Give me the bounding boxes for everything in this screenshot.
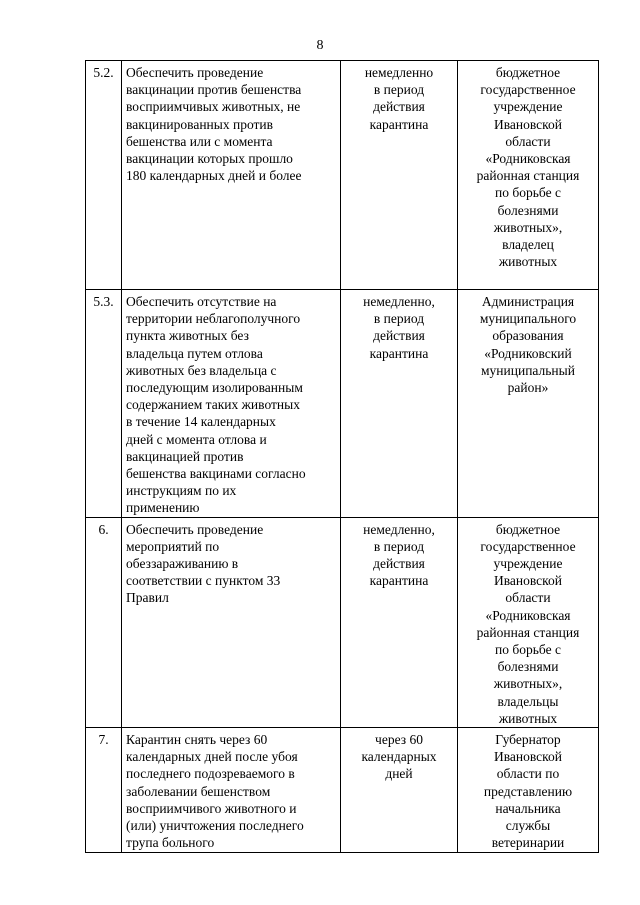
responsible-line: государственное: [480, 82, 576, 98]
table-body: [86, 61, 599, 853]
term-line: действия: [373, 99, 425, 115]
responsible-line: районная станция: [476, 624, 580, 640]
term-line: немедленно,: [363, 294, 435, 309]
responsible-line: район»: [507, 380, 549, 396]
measure-line: Обеспечить отсутствие на: [126, 294, 277, 309]
responsible-line: службы: [505, 818, 551, 834]
measure-line: вакцинации против бешенства: [126, 82, 302, 98]
responsible-line: животных: [498, 254, 558, 270]
responsible-cell: [458, 61, 599, 290]
measure-line: животных без владельца с: [126, 362, 277, 378]
measure-cell: [122, 728, 341, 852]
term-line: немедленно: [364, 65, 434, 80]
term-line: в период: [373, 538, 425, 554]
measure-line: дней с момента отлова и: [126, 431, 267, 447]
measure-cell: [122, 61, 341, 290]
term-line: календарных: [361, 749, 437, 765]
measure-line: территории неблагополучного: [126, 311, 301, 327]
responsible-line: по борьбе с: [495, 642, 561, 658]
measure-line: содержанием таких животных: [126, 397, 300, 413]
measure-line: календарных дней после убоя: [126, 749, 298, 765]
responsible-line: владелец: [502, 237, 554, 253]
responsible-line: «Родниковская: [485, 151, 571, 167]
responsible-line: области: [505, 133, 551, 149]
term-line: действия: [373, 328, 425, 344]
measure-line: обеззараживанию в: [126, 556, 239, 572]
responsible-line: учреждение: [493, 556, 563, 572]
responsible-line: области по: [496, 766, 560, 782]
responsible-line: бюджетное: [495, 65, 561, 80]
responsible-line: муниципального: [479, 311, 577, 327]
measure-line: восприимчивого животного и: [126, 800, 297, 816]
term-line: карантина: [369, 116, 429, 132]
responsible-line: представлению: [483, 783, 573, 799]
term-line: карантина: [369, 573, 429, 589]
responsible-line: учреждение: [493, 99, 563, 115]
item-number: 5.3.: [93, 294, 114, 309]
measure-line: бешенства или с момента: [126, 133, 273, 149]
measure-line: 180 календарных дней и более: [126, 168, 302, 184]
measure-line: инструкциям по их: [126, 483, 237, 499]
term-line: немедленно,: [363, 521, 435, 537]
measure-line: Обеспечить проведение: [126, 521, 264, 537]
responsible-line: муниципальный: [481, 362, 575, 378]
responsible-line: Губернатор: [495, 732, 561, 748]
measures-table: [85, 60, 599, 853]
responsible-line: животных: [498, 710, 558, 726]
term-cell: [341, 61, 458, 290]
responsible-line: государственное: [480, 538, 576, 554]
responsible-line: образования: [492, 328, 564, 344]
responsible-line: районная станция: [476, 168, 580, 184]
responsible-line: болезнями: [497, 659, 559, 675]
term-cell: [341, 290, 458, 518]
responsible-line: бюджетное: [495, 521, 561, 537]
measure-line: вакцинации которых прошло: [126, 151, 293, 167]
measure-cell: [122, 517, 341, 727]
measure-line: (или) уничтожения последнего: [126, 818, 304, 834]
responsible-line: владельцы: [497, 693, 559, 709]
measure-line: последующим изолированным: [126, 380, 303, 396]
responsible-line: Администрация: [481, 294, 575, 309]
table-row: [86, 61, 599, 290]
responsible-line: начальника: [495, 800, 561, 816]
item-number-cell: [86, 290, 122, 518]
responsible-line: Ивановской: [493, 573, 563, 589]
responsible-cell: [458, 728, 599, 852]
measure-line: Обеспечить проведение: [126, 65, 264, 80]
term-line: дней: [385, 766, 413, 782]
measure-line: Правил: [126, 590, 169, 606]
measure-line: в течение 14 календарных: [126, 414, 276, 430]
responsible-line: «Родниковская: [485, 607, 571, 623]
responsible-line: «Родниковский: [484, 345, 572, 361]
term-cell: [341, 728, 458, 852]
item-number-cell: [86, 728, 122, 852]
responsible-line: области: [505, 590, 551, 606]
measure-line: восприимчивых животных, не: [126, 99, 301, 115]
page-number: 8: [316, 38, 324, 53]
measure-line: применению: [126, 500, 200, 516]
term-line: действия: [373, 556, 425, 572]
measure-line: владельца путем отлова: [126, 345, 263, 361]
measure-line: трупа больного: [126, 835, 215, 851]
responsible-line: Ивановской: [493, 116, 563, 132]
term-line: карантина: [369, 345, 429, 361]
table-row: [86, 517, 599, 727]
term-line: в период: [373, 311, 425, 327]
responsible-line: ветеринарии: [491, 835, 565, 851]
item-number-cell: [86, 517, 122, 727]
measure-cell: [122, 290, 341, 518]
table-row: [86, 290, 599, 518]
measure-line: вакцинацией против: [126, 448, 244, 464]
measure-line: последнего подозреваемого в: [126, 766, 295, 782]
responsible-line: животных»,: [493, 219, 563, 235]
responsible-line: животных»,: [493, 676, 563, 692]
measure-line: Карантин снять через 60: [126, 732, 268, 748]
responsible-line: Ивановской: [493, 749, 563, 765]
item-number: 5.2.: [93, 65, 114, 80]
responsible-line: по борьбе с: [495, 185, 561, 201]
measure-line: мероприятий по: [126, 538, 220, 554]
responsible-line: болезнями: [497, 202, 559, 218]
term-line: через 60: [375, 732, 423, 748]
item-number: 6.: [98, 521, 109, 537]
term-cell: [341, 517, 458, 727]
measure-line: пункта животных без: [126, 328, 249, 344]
responsible-cell: [458, 290, 599, 518]
measure-line: соответствии с пунктом 33: [126, 573, 281, 589]
item-number-cell: [86, 61, 122, 290]
measure-line: бешенства вакцинами согласно: [126, 466, 306, 482]
measure-line: заболевании бешенством: [126, 783, 271, 799]
term-line: в период: [373, 82, 425, 98]
item-number: 7.: [98, 732, 109, 748]
responsible-cell: [458, 517, 599, 727]
table-row: [86, 728, 599, 852]
measure-line: вакцинированных против: [126, 116, 274, 132]
